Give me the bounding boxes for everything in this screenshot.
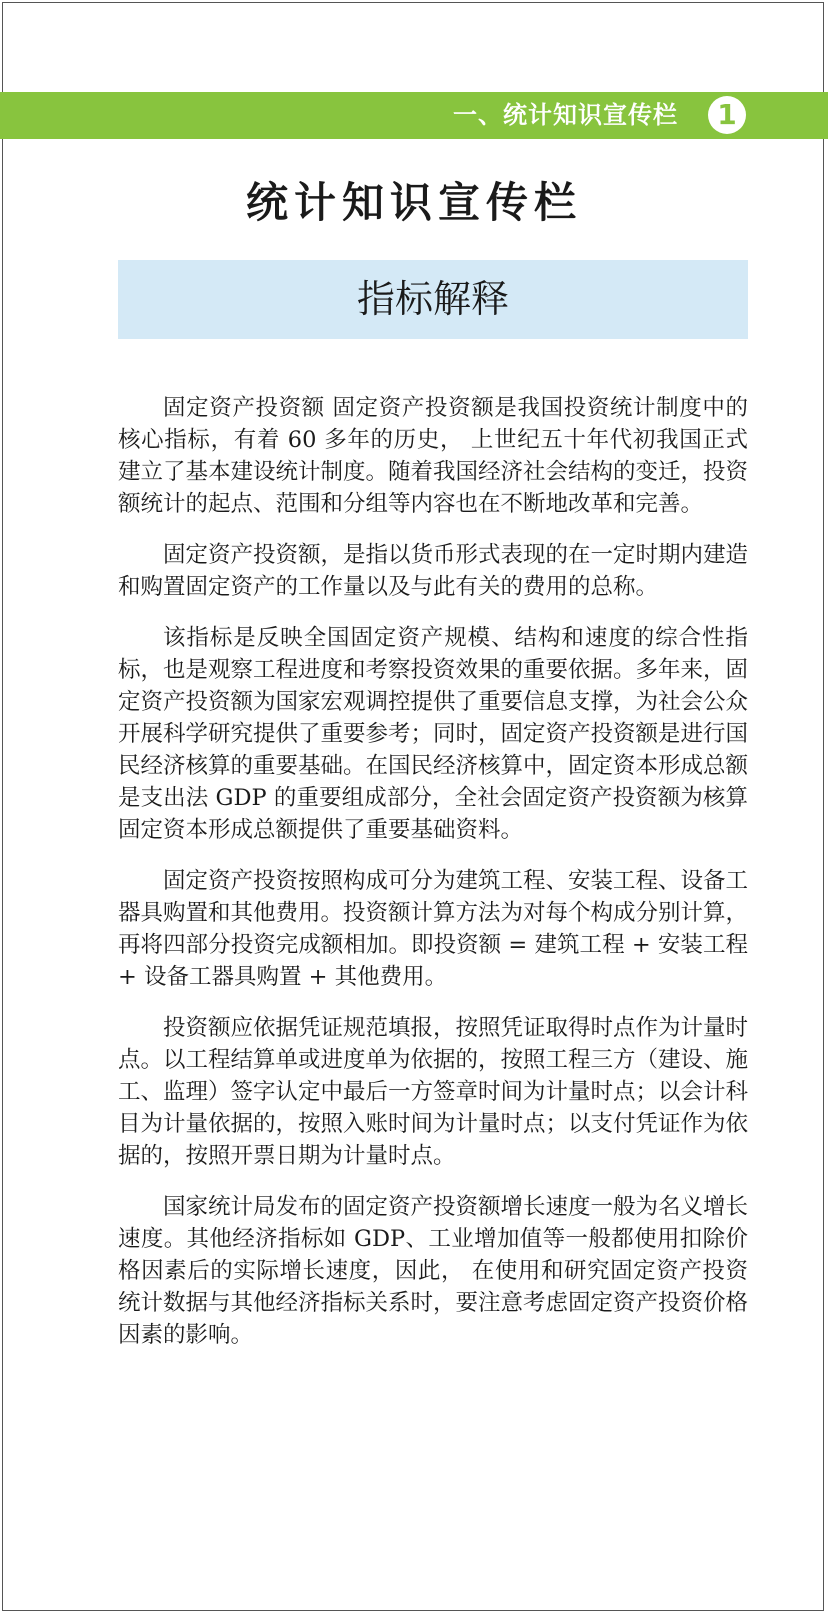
section-heading-box <box>118 260 748 339</box>
page-number-badge: 1 <box>708 96 746 134</box>
paragraph: 投资额应依据凭证规范填报，按照凭证取得时点作为计量时点。以工程结算单或进度单为依据的，按照工程三方（建设、施工、监理）签字认定中最后一方签章时间为计量时点；以会计科目为计量依据的，按照入账时间为计量时点；以支付凭证作为依据的，按照开票日期为计量时点。 <box>118 1015 749 1169</box>
page-title: 统计知识宣传栏 <box>245 178 582 227</box>
article-body <box>118 392 748 1370</box>
paragraph: 该指标是反映全国固定资产规模、结构和速度的综合性指标，也是观察工程进度和考察投资效果的重要依据。多年来，固定资产投资额为国家宏观调控提供了重要信息支撑，为社会公众开展科学研究提供了重要参考；同时，固定资产投资额是进行国民经济核算的重要基础。在国民经济核算中，固定资本形成总额是支出法 GDP 的重要组成部分，全社会固定资产投资额为核算固定资本形成总额提供了重要基础资料。 <box>118 625 749 843</box>
paragraph: 国家统计局发布的固定资产投资额增长速度一般为名义增长速度。其他经济指标如 GDP、工业增加值等一般都使用扣除价格因素后的实际增长速度，因此， 在使用和研究固定资产投资统计数据与其他经济指标关系时，要注意考虑固定资产投资价格因素的影响。 <box>118 1194 749 1348</box>
section-header-label: 一、统计知识宣传栏 <box>453 101 678 129</box>
paragraph: 固定资产投资额 固定资产投资额是我国投资统计制度中的核心指标，有着 60 多年的历史， 上世纪五十年代初我国正式建立了基本建设统计制度。随着我国经济社会结构的变迁，投资额统计的起点、范围和分组等内容也在不断地改革和完善。 <box>118 395 749 517</box>
paragraph: 固定资产投资额，是指以货币形式表现的在一定时期内建造和购置固定资产的工作量以及与此有关的费用的总称。 <box>118 542 749 600</box>
section-heading: 指标解释 <box>356 277 509 321</box>
section-header-bar <box>0 92 828 139</box>
paragraph: 固定资产投资按照构成可分为建筑工程、安装工程、设备工器具购置和其他费用。投资额计算方法为对每个构成分别计算，再将四部分投资完成额相加。即投资额 = 建筑工程 + 安装工程 + 设备工器具购置 + 其他费用。 <box>118 868 749 990</box>
